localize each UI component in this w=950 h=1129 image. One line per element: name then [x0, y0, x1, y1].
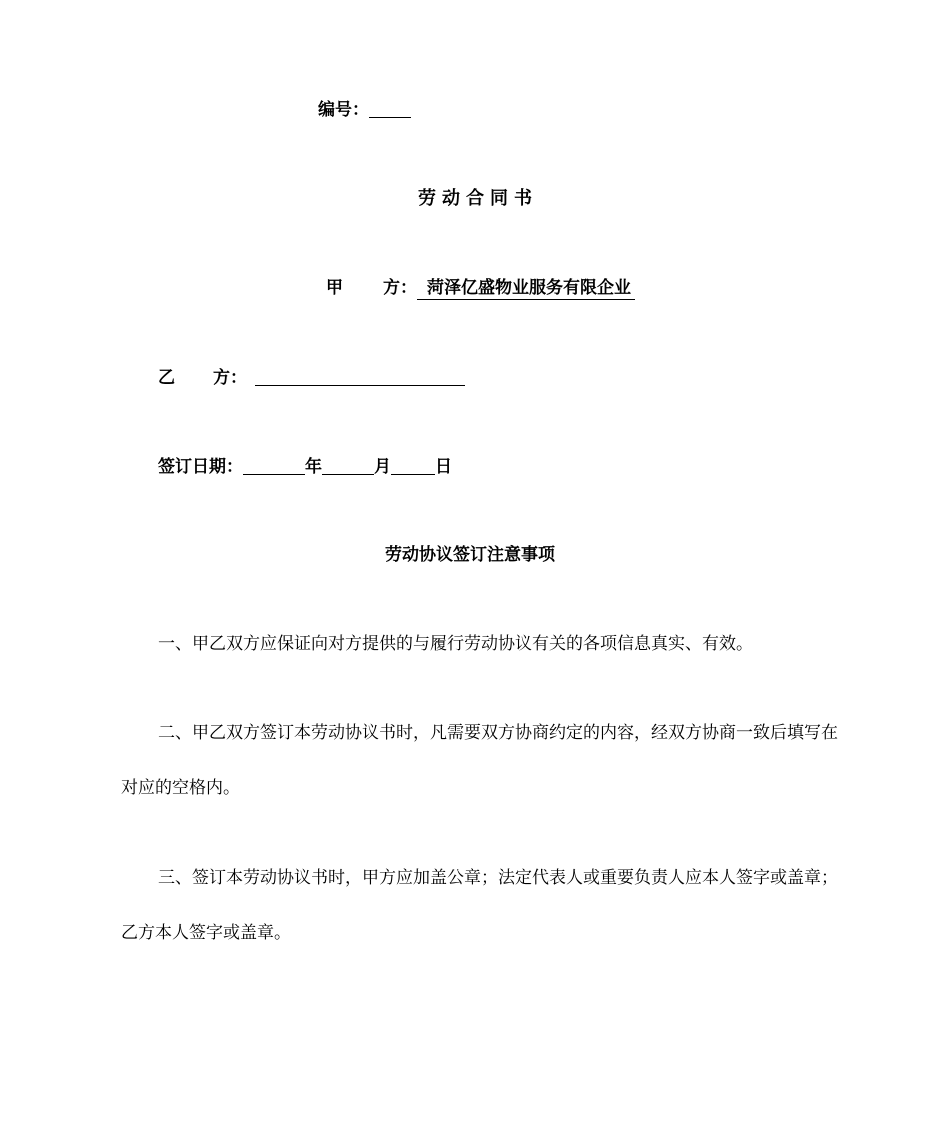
party-a-label-1: 甲	[326, 278, 343, 298]
party-b-label-2: 方：	[213, 368, 247, 388]
party-b-label-1: 乙	[158, 368, 175, 388]
party-b-line	[158, 366, 465, 390]
contract-number-line	[318, 98, 411, 122]
month-label: 月	[374, 457, 391, 477]
party-a-line	[326, 276, 635, 300]
year-blank	[243, 456, 305, 475]
document-title: 劳动合同书	[418, 188, 538, 209]
notice-item-3: 三、签订本劳动协议书时，甲方应加盖公章；法定代表人或重要负责人应本人签字或盖章；乙方本人签字或盖章。	[121, 868, 838, 943]
sign-date-label: 签订日期：	[158, 457, 243, 477]
contract-number-label: 编号：	[318, 100, 369, 120]
notice-item-1: 一、甲乙双方应保证向对方提供的与履行劳动协议有关的各项信息真实、有效。	[158, 634, 753, 654]
day-blank	[391, 456, 435, 475]
party-a-name: 菏泽亿盛物业服务有限企业	[417, 278, 635, 300]
notice-heading: 劳动协议签订注意事项	[385, 545, 555, 565]
party-a-label-2: 方：	[383, 278, 417, 298]
sign-date-line	[158, 455, 452, 479]
contract-number-blank	[369, 99, 411, 118]
day-label: 日	[435, 457, 452, 477]
party-b-blank	[255, 367, 465, 386]
notice-item-2: 二、甲乙双方签订本劳动协议书时，凡需要双方协商约定的内容，经双方协商一致后填写在对应的空格内。	[121, 723, 838, 798]
year-label: 年	[305, 457, 322, 477]
month-blank	[322, 456, 374, 475]
